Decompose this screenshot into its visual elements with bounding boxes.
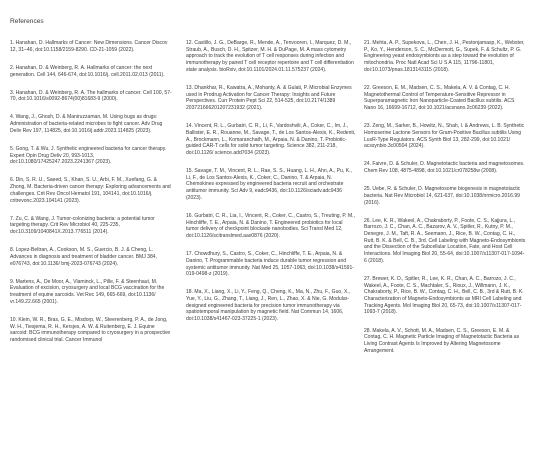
reference-entry: 12. Castillo, J. G., DeBarge, R., Mende, A., Tenvooren, I., Marquez, D. M., Straub, A., Busch, D. H., Spitzer, M. H. & DuPage, M. A mass cytometry approach to track the evolution of T cell responses during infection and immunotherapy by paired T cell receptor repertoire and T cell differentiation state analysis. bioRxiv, doi:10.1101/2024.01.11.575237 (2024).: [186, 40, 354, 73]
reference-entry: 6. Din, S. R. U., Saeed, S., Khan, S. U., Arbi, F. M., Xuefang, G. & Zhong, M. Bacteria-driven cancer therapy: Exploring advancements and challenges. Crit Rev Oncol Hematol 191, 104141, doi:10.1016/j. critrevonc.2023.104141 (2023).: [10, 177, 171, 204]
reference-entry: 21. Mehta, A. P., Supekova, L., Chen, J. H., Pestonjamasp, K., Webster, P., Ko, Y., Henderson, S. C., McDermott, G., Supek, F. & Schultz, P. G. Engineering yeast endosymbionts as a step toward the evolution of mitochondria. Proc Natl Acad Sci U S A 115, 11796-11801, doi:10.1073/pnas.1813143115 (2018).: [364, 40, 525, 73]
reference-entry: 25. Uebe, R. & Schuler, D. Magnetosome biogenesis in magnetotactic bacteria. Nat Rev Microbiol 14, 621-637, doi:10.1038/nrmicro.2016.99 (2016).: [364, 186, 521, 206]
reference-entry: 14. Vincent, R. L., Gurbatri, C. R., Li, F., Vardoshvili, A., Coker, C., Im, J., Ballister, E. R., Rouanne, M., Savage, T., de Los Santos-Alexis, K., Redenti, A., Brockmann, L., Komaranchath, M., Arpaia, N. & Danino, T. Probiotic-guided CAR-T cells for solid tumor targeting. Science 382, 211-218, doi:10.1126/ science.add7034 (2023).: [186, 123, 356, 156]
reference-entry: 27. Brewer, K. D., Spitler, R., Lee, K. R., Chan, A. C., Barrozo, J. C., Wakeel, A., Foote, C. S., Machtaler, S., Rioux, J., Willmann, J. K., Chakraborty, P., Rice, B. W., Contag, C. H., Bell, C. B., 3rd & Rutt, B. K. Characterization of Magneto-Endosymbionts as MRI Cell Labeling and Tracking Agents. Mol Imaging Biol 20, 65-73, doi:10.1007/s11307-017-1093-7 (2018).: [364, 275, 524, 316]
reference-entry: 18. Ma, X., Liang, X., Li, Y., Feng, Q., Cheng, K., Ma, N., Zhu, F., Guo, X., Yue, Y., Liu, G., Zhang, T., Liang, J., Ren, L., Zhao, X. & Nie, G. Modular-designed engineered bacteria for precision tumor immunotherapy via spatiotemporal manipulation by magnetic field. Nat Commun 14, 1606, doi:10.1038/s41467-023-37225-1 (2023).: [186, 289, 351, 323]
reference-entry: 5. Gong, T. & Wu, J. Synthetic engineered bacteria for cancer therapy. Expert Opin Drug Deliv 20, 993-1013, doi:10.1080/17425247.2023.2241367 (2023).: [10, 145, 167, 166]
page-title: References: [10, 18, 44, 25]
references-column-1: [10, 40, 172, 355]
reference-entry: 10. Klein, W. R., Bras, G. E., Misdorp, W., Steerenberg, P. A., de Jong, W. H., Tiesjema, R. H., Kersjes, A. W. & Ruitenberg, E. J. Equine sarcoid: BCG immunotherapy compared to cryosurgery in a prospective randomised clinical trial. Cancer Immunol: [10, 316, 171, 343]
reference-entry: 13. Dhankhar, R., Kawatra, A., Mohanty, A. & Gulati, P. Microbial Enzymes used in Prodrug Activation for Cancer Therapy: Insights and Future Perspectives. Curr Protein Pept Sci 22, 514-525, doi:10.2174/1389 203721666201207231932 (2021).: [186, 84, 352, 112]
reference-entry: 15. Savage, T. M., Vincent, R. L., Rae, S. S., Huang, L. H., Ahn, A., Pu, K., Li, F., de Los Santos-Alexis, K., Coker, C., Danino, T. & Arpaia, N. Chemokines expressed by engineered bacteria recruit and orchestrate antitumor immunity. Sci Adv 9, eadc9436, doi:10.1126/sciadv.adc9436 (2023).: [186, 168, 352, 201]
references-column-3: [364, 40, 526, 366]
reference-entry: 3. Hanahan, D. & Weinberg, R. A. The hallmarks of cancer. Cell 100, 57-70, doi:10.1016/s0092-8674(00)81683-9 (2000).: [10, 89, 172, 103]
reference-entry: 7. Zu, C. & Wang, J. Tumor-colonizing bacteria: a potential tumor targeting therapy. Crit Rev Microbiol 40, 225-235, doi:10.3109/1040841X.2013.776511 (2014).: [10, 215, 155, 235]
reference-entry: 17. Chowdhury, S., Castro, S., Coker, C., Hinchliffe, T. E., Arpaia, N. & Danino, T. Programmable bacteria induce durable tumor regression and systemic antitumor immunity. Nat Med 25, 1057-1063, doi:10.1038/s41591-019-0498-z (2019).: [186, 251, 354, 278]
reference-entry: 28. Makela, A. V., Schott, M. A., Madsen, C. S., Greeson, E. M. & Contag, C. H. Magnetic Particle Imaging of Magnetotactic Bacteria as Living Contrast Agents Is Improved by Altering Magnetosome Arrangement.: [364, 327, 520, 354]
reference-entry: 22. Greeson, E. M., Madsen, C. S., Makela, A. V. & Contag, C. H. Magnetothermal Control of Temperature-Sensitive Repressor in Superparamagnetic Iron Nanoparticle-Coated Bacillus subtilis. ACS Nano 16, 16699-16712, doi:10.1021/acsnano.2c06239 (2022).: [364, 84, 515, 112]
reference-entry: 4. Wang, J., Ghosh, D. & Maniruzzaman, M. Using bugs as drugs: Administration of bacteria-related microbes to fight cancer. Adv Drug Deliv Rev 197, 114825, doi:10.1016/j.addr.2023.114825 (2023).: [10, 114, 163, 134]
reference-entry: 24. Faivre, D. & Schuler, D. Magnetotactic bacteria and magnetosomes. Chem Rev 108, 4875-4898, doi:10.1021/cr078258w (2008).: [364, 161, 525, 175]
reference-entry: 23. Zeng, M., Sarker, B., Howitz, N., Shah, I. & Andrews, L. B. Synthetic Homoserine Lactone Sensors for Gram-Positive Bacillus subtilis Using LuxR-Type Regulators. ACS Synth Biol 13, 282-299, doi:10.1021/ acssynbio.3c00504 (2024).: [364, 123, 525, 150]
reference-entry: 16. Gurbatri, C. R., Lia, I., Vincent, R., Coker, C., Castro, S., Treuting, P. M., Hinchliffe, T. E., Arpaia, N. & Danino, T. Engineered probiotics for local tumor delivery of checkpoint blockade nanobodies. Sci Transl Med 12, doi:10.1126/scitranslmed.aax0876 (2020).: [186, 212, 355, 240]
reference-entry: 8. Lopez-Beltran, A., Cookson, M. S., Guercio, B. J. & Cheng, L. Advances in diagnosis and treatment of bladder cancer. BMJ 384, e076743, doi:10.1136/ bmj-2023-076743 (2024).: [10, 247, 158, 267]
reference-entry: 9. Martens, A., De Moor, A., Vlaminck, L., Pille, F. & Steenhaut, M. Evaluation of excision, cryosurgery and local BCG vaccination for the treatment of equine sarcoids. Vet Rec 149, 665-669, doi:10.1136/ vr.149.22.665 (2001).: [10, 278, 165, 305]
reference-entry: 1. Hanahan, D. Hallmarks of Cancer: New Dimensions. Cancer Discov 12, 31–46, doi:10.1158/2159-8290. CD-21-1059 (2022).: [10, 40, 168, 53]
references-column-2: [186, 40, 356, 334]
reference-entry: 2. Hanahan, D. & Weinberg, R. A. Hallmarks of cancer: the next generation. Cell 144, 646-674, doi:10.1016/j. cell.2011.02.013 (2011).: [10, 64, 165, 78]
reference-entry: 26. Lee, K. R., Wakeel, A., Chakraborty, P., Foote, C. S., Kajjura, L., Barrozo, J. C., Chan, A. C., Bazarov, A. V., Spitler, R., Kutny, P. M., Denegre, J. M., Taft, R. A., Seemann, J., Rice, B. W., Contag, C. H., Rutt, B. K. & Bell, C. B., 3rd. Cell Labeling with Magneto-Endosymbionts and the Dissection of the Subcellular Location, Fate, and Host Cell Interactions. Mol Imaging Biol 20, 55-64, doi:10.1007/s11307-017-1094-6 (2018).: [364, 217, 526, 264]
